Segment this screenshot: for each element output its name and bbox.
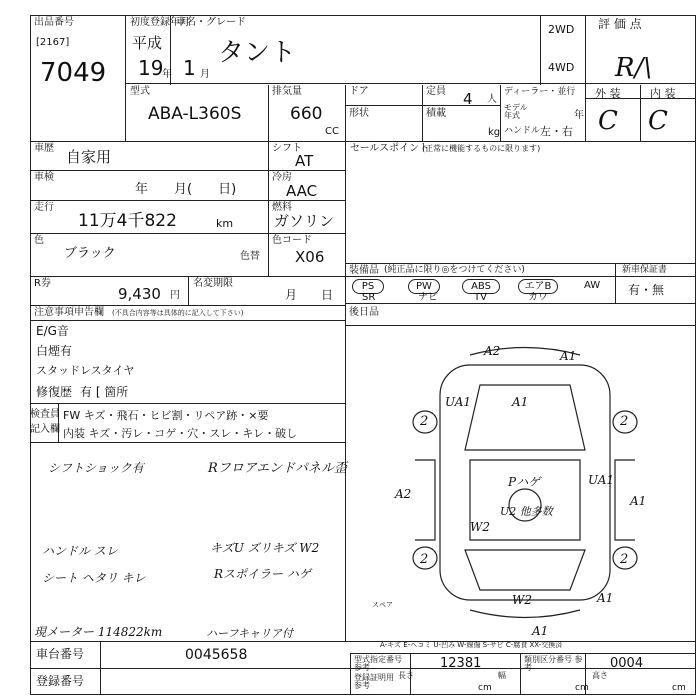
damage-mark: A1 bbox=[560, 349, 577, 363]
divider bbox=[30, 403, 345, 404]
class-value: 0004 bbox=[610, 656, 644, 671]
hand-note: Rフロアエンドパネル歪 bbox=[208, 461, 347, 476]
displacement-value: 660 bbox=[290, 104, 323, 124]
recycle-value: 9,430 bbox=[118, 285, 161, 303]
reg-label: 登録番号 bbox=[36, 674, 85, 688]
color-change-label: 色替 bbox=[240, 251, 260, 262]
mileage-value: 11万4千822 bbox=[78, 211, 177, 231]
height-label: 高さ bbox=[592, 671, 608, 680]
equipment-sub: (純正品に限り◎をつけてください) bbox=[384, 265, 525, 275]
handle-label: ハンドル bbox=[504, 126, 541, 136]
first-reg-label: 初度登録年月 bbox=[130, 17, 190, 28]
divider bbox=[540, 15, 541, 85]
divider bbox=[100, 641, 101, 694]
door-label: ドア bbox=[349, 86, 369, 97]
width-label: 幅 bbox=[498, 671, 506, 680]
divider bbox=[350, 653, 351, 694]
year-unit: 年 bbox=[162, 69, 172, 80]
damage-mark: Pハゲ bbox=[508, 475, 541, 489]
grade-label: 評 価 点 bbox=[598, 17, 642, 31]
color-code-value: X06 bbox=[295, 248, 325, 266]
color-value: ブラック bbox=[64, 246, 116, 261]
divider bbox=[30, 141, 695, 142]
type-value: ABA-L360S bbox=[148, 104, 242, 124]
inspection-value: 年 月( 日) bbox=[135, 182, 237, 197]
regcert-label: 登録証明用 参考 bbox=[354, 673, 394, 690]
load-label: 積載 bbox=[426, 108, 446, 119]
equip-sr: SR bbox=[362, 292, 376, 303]
color-label: 色 bbox=[34, 235, 44, 246]
divider bbox=[345, 85, 346, 142]
note-3: スタッドレスタイヤ bbox=[36, 364, 135, 377]
reg-month: 1 bbox=[183, 56, 196, 80]
divider bbox=[30, 320, 345, 321]
damage-mark: U2 他多数 bbox=[500, 505, 553, 518]
divider bbox=[188, 276, 189, 306]
notes-sub: (不具合内容等は具体的に記入して下さい) bbox=[112, 309, 244, 317]
divider bbox=[30, 200, 345, 201]
drive-4wd: 4WD bbox=[548, 61, 575, 74]
exterior-value: C bbox=[598, 106, 618, 136]
shift-label: シフト bbox=[272, 143, 302, 154]
warranty-label: 新車保証書 bbox=[622, 265, 668, 275]
divider bbox=[30, 276, 695, 277]
divider bbox=[520, 653, 521, 694]
equip-airbag: エアB bbox=[518, 279, 558, 294]
recycle-unit: 円 bbox=[170, 290, 180, 301]
length-unit: cm bbox=[478, 683, 492, 693]
equip-pw: PW bbox=[408, 279, 440, 294]
mileage-label: 走行 bbox=[34, 202, 54, 213]
hand-note: ハーフキャリア付 bbox=[206, 627, 294, 640]
equipment-label: 装備品 bbox=[349, 265, 379, 276]
damage-mark: 2 bbox=[620, 414, 629, 429]
fuel-value: ガソリン bbox=[274, 212, 335, 230]
interior-value: C bbox=[648, 106, 668, 136]
lot-sub: [2167] bbox=[36, 37, 70, 48]
chassis-value: 0045658 bbox=[185, 647, 248, 663]
bottom-border bbox=[30, 694, 695, 695]
usage-value: 自家用 bbox=[66, 148, 112, 166]
divider bbox=[125, 83, 695, 84]
shift-value: AT bbox=[295, 152, 314, 170]
divider bbox=[640, 85, 641, 142]
era: 平成 bbox=[132, 34, 163, 52]
type-cert-label: 型式指定番号 参考 bbox=[354, 655, 402, 672]
type-cert-value: 12381 bbox=[440, 656, 482, 671]
divider bbox=[30, 170, 345, 171]
reg-year: 19 bbox=[138, 56, 164, 80]
equip-ps: PS bbox=[352, 279, 384, 294]
name-change-value: 月 日 bbox=[285, 288, 334, 302]
check-label-2: 記入欄 bbox=[30, 424, 60, 435]
hand-note: ハンドル スレ bbox=[42, 544, 118, 558]
damage-mark: A1 bbox=[597, 591, 614, 605]
equip-aw: AW bbox=[584, 280, 601, 291]
repair-label: 修復歴 bbox=[36, 385, 73, 399]
length-label: 長さ bbox=[398, 671, 414, 680]
width-unit: cm bbox=[575, 683, 589, 693]
hand-note: シート ヘタリ キレ bbox=[42, 571, 146, 585]
dealer-label: ディーラー・並行 bbox=[504, 87, 576, 97]
ac-label: 冷房 bbox=[272, 172, 292, 183]
capacity-value: 4 bbox=[463, 90, 473, 108]
handle-value: 左・右 bbox=[540, 125, 573, 138]
displacement-unit: CC bbox=[325, 126, 339, 137]
exterior-label: 外 装 bbox=[595, 87, 621, 100]
damage-mark: UA1 bbox=[445, 395, 472, 409]
height-unit: cm bbox=[672, 683, 686, 693]
class-label: 類別区分番号 参考 bbox=[524, 655, 583, 672]
notes-label: 注意事項申告欄 bbox=[34, 307, 104, 318]
note-1: E/G音 bbox=[36, 324, 69, 338]
divider bbox=[30, 233, 345, 234]
damage-mark: A2 bbox=[395, 487, 412, 501]
divider bbox=[345, 141, 346, 641]
seat-label: 後日品 bbox=[349, 307, 379, 318]
hand-note: 現メーター 114822km bbox=[34, 625, 163, 639]
drive-2wd: 2WD bbox=[548, 23, 575, 36]
check-row-1: FW キズ・飛石・ヒビ割・リペア跡・×要 bbox=[63, 409, 269, 422]
divider bbox=[30, 641, 695, 642]
damage-mark: 2 bbox=[420, 414, 429, 429]
note-2: 白煙有 bbox=[36, 344, 73, 358]
check-row-2: 内装 キズ・汚レ・コゲ・穴・スレ・キレ・破し bbox=[63, 427, 298, 440]
shape-label: 形状 bbox=[349, 108, 369, 119]
damage-mark: A1 bbox=[512, 395, 529, 409]
interior-label: 内 装 bbox=[650, 87, 676, 100]
spare-label: スペア bbox=[372, 601, 393, 609]
capacity-label: 定員 bbox=[426, 86, 446, 97]
sales-sub: (正常に機能するものに限ります) bbox=[422, 144, 541, 153]
damage-mark: A1 bbox=[630, 494, 647, 508]
check-label-1: 検査員 bbox=[30, 409, 60, 420]
recycle-label: R券 bbox=[34, 278, 51, 289]
name-change-label: 名変期限 bbox=[193, 278, 233, 289]
grade-value: R/\ bbox=[615, 53, 653, 83]
damage-mark: W2 bbox=[512, 593, 532, 607]
model-label: 車名・グレード bbox=[176, 17, 246, 28]
capacity-unit: 人 bbox=[487, 94, 497, 105]
displacement-label: 排気量 bbox=[272, 86, 302, 97]
month-unit: 月 bbox=[200, 69, 210, 80]
color-code-label: 色コード bbox=[272, 235, 312, 246]
damage-mark: A1 bbox=[532, 624, 549, 638]
diagram-legend: A-キズ E-ヘコミ U-凹み W-線傷 S-サビ C-腐食 XX-交換済 bbox=[380, 641, 563, 649]
divider bbox=[345, 325, 695, 326]
damage-mark: W2 bbox=[470, 520, 490, 534]
divider bbox=[345, 263, 695, 264]
divider bbox=[500, 85, 501, 142]
usage-label: 車歴 bbox=[34, 143, 54, 154]
divider bbox=[615, 263, 616, 304]
divider bbox=[268, 141, 269, 276]
divider bbox=[585, 15, 586, 142]
inspection-label: 車検 bbox=[34, 172, 54, 183]
damage-mark: A2 bbox=[484, 344, 501, 358]
hand-note: Rスポイラー ハゲ bbox=[214, 567, 311, 581]
damage-mark: 2 bbox=[620, 552, 629, 567]
divider bbox=[345, 303, 695, 304]
equip-navi: ナビ bbox=[418, 292, 438, 303]
lot-label: 出品番号 bbox=[34, 17, 74, 28]
divider bbox=[268, 85, 269, 142]
mileage-unit: km bbox=[216, 217, 234, 230]
divider bbox=[350, 653, 695, 654]
model-name: タント bbox=[218, 38, 297, 68]
ac-value: AAC bbox=[286, 182, 318, 200]
left-border bbox=[30, 15, 31, 695]
divider bbox=[125, 15, 126, 142]
right-border bbox=[695, 15, 696, 695]
divider bbox=[345, 105, 500, 106]
divider bbox=[30, 442, 345, 443]
hand-note: キズU ズリキズ W2 bbox=[210, 541, 320, 555]
chassis-label: 車台番号 bbox=[36, 647, 85, 661]
model-year-unit: 年 bbox=[574, 110, 584, 121]
fuel-label: 燃料 bbox=[272, 202, 292, 213]
warranty-value: 有・無 bbox=[628, 283, 665, 297]
damage-mark: UA1 bbox=[588, 473, 615, 487]
repair-value: 有 [ 箇所 bbox=[80, 385, 129, 399]
top-border bbox=[30, 15, 695, 16]
lot-number: 7049 bbox=[40, 58, 107, 88]
equip-abs: ABS bbox=[462, 279, 500, 294]
divider bbox=[422, 85, 423, 142]
model-year-label: モデル年式 bbox=[504, 103, 528, 120]
load-unit: kg bbox=[488, 127, 501, 138]
equip-tv: TV bbox=[474, 292, 487, 303]
damage-mark: 2 bbox=[420, 552, 429, 567]
hand-note: シフトショック有 bbox=[48, 461, 144, 475]
type-label: 型式 bbox=[130, 86, 150, 97]
sales-label: セールスポイント bbox=[350, 143, 430, 154]
equip-leather: カワ bbox=[528, 292, 548, 303]
